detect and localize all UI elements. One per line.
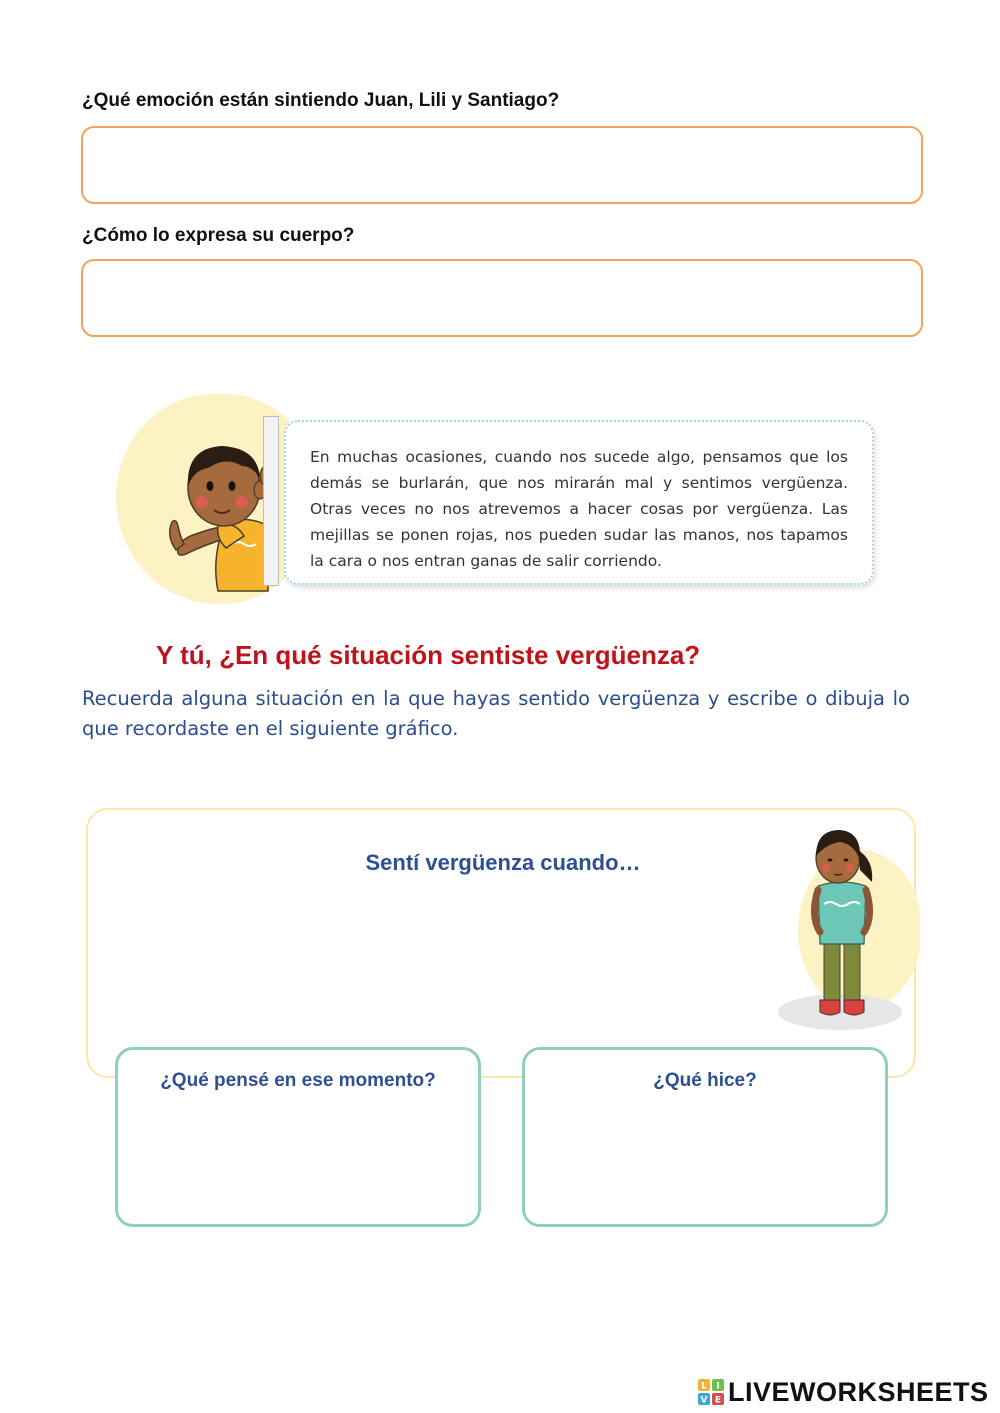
- logo-letter-e: E: [714, 1395, 722, 1405]
- section-instruction: Recuerda alguna situación en la que hayas sentido vergüenza y escribe o dibuja lo que recordaste en el siguiente gráfico.: [82, 687, 910, 740]
- liveworksheets-logo: [698, 1374, 989, 1410]
- question-2-label: ¿Cómo lo expresa su cuerpo?: [82, 225, 355, 246]
- info-speech-bubble: [284, 420, 874, 585]
- section-heading: Y tú, ¿En qué situación sentiste vergüenza?: [156, 640, 701, 670]
- thought-box-title: ¿Qué pensé en ese momento?: [160, 1070, 436, 1091]
- thought-answer-textarea[interactable]: [136, 1108, 460, 1210]
- question-1-answer-input[interactable]: [81, 126, 923, 204]
- logo-letter-l: L: [701, 1381, 707, 1392]
- door-post: [263, 416, 279, 586]
- logo-letter-i: I: [716, 1381, 720, 1392]
- info-block: [110, 390, 880, 610]
- logo-letter-v: V: [700, 1395, 708, 1405]
- shy-girl-illustration: [760, 820, 920, 1035]
- action-box: [522, 1047, 888, 1227]
- situation-answer-textarea[interactable]: [118, 890, 762, 1044]
- girl-illustration-wrap: [760, 820, 920, 1035]
- thought-box: [115, 1047, 481, 1227]
- liveworksheets-brand-text: LIVEWORKSHEETS: [728, 1376, 989, 1407]
- action-answer-textarea[interactable]: [543, 1108, 867, 1210]
- question-2-answer-input[interactable]: [81, 259, 923, 337]
- action-box-title: ¿Qué hice?: [653, 1070, 757, 1091]
- question-1-label: ¿Qué emoción están sintiendo Juan, Lili y Santiago?: [82, 90, 560, 111]
- info-text: En muchas ocasiones, cuando nos sucede algo, pensamos que los demás se burlarán, que nos mirarán mal y sentimos vergüenza. Otras veces no nos atrevemos a hacer cosas por vergüenza. Las mejillas se ponen rojas, nos pueden sudar las manos, nos tapamos la cara o nos entran ganas de salir corriendo.: [310, 448, 848, 570]
- liveworksheets-logo-icon: [698, 1379, 724, 1405]
- situation-panel-title: Sentí vergüenza cuando…: [365, 850, 641, 875]
